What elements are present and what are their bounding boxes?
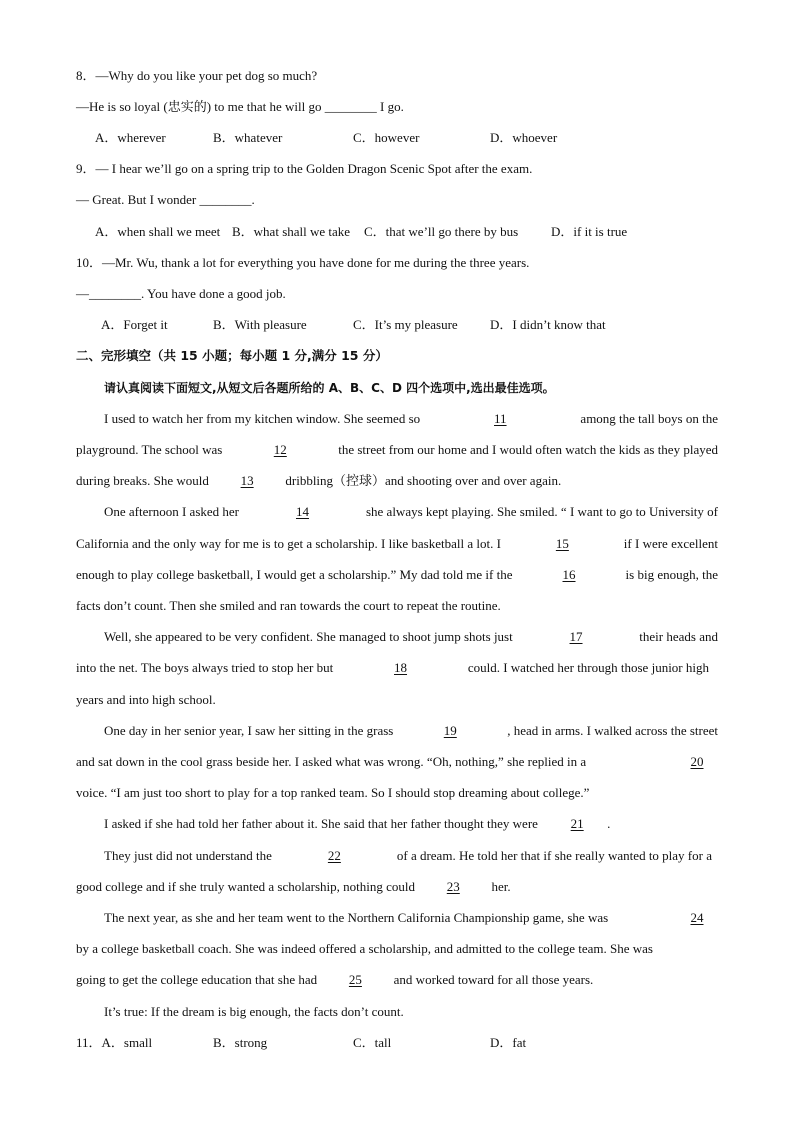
- passage-text: , head in arms. I walked across the street: [507, 723, 718, 738]
- passage-line: [76, 536, 718, 552]
- q11-option-d: D．fat: [490, 1035, 527, 1050]
- section-instruction: 请认真阅读下面短文,从短文后各题所给的 A、B、C、D 四个选项中,选出最佳选项。: [104, 381, 555, 395]
- passage-text: their heads and: [639, 629, 718, 644]
- q10-answer-line: —________. You have done a good job.: [76, 286, 286, 301]
- blank-12: 12: [273, 442, 287, 457]
- q11-option-a: 11．A．small: [76, 1035, 153, 1050]
- q8-option-d: D．whoever: [490, 130, 558, 145]
- blank-17: 17: [569, 629, 583, 644]
- passage-line: [76, 754, 718, 770]
- q10-option-d: D．I didn’t know that: [490, 317, 606, 332]
- q9-option-d: D．if it is true: [551, 224, 628, 239]
- passage-text: by a college basketball coach. She was indeed offered a scholarship, and admitted to the college team. She was: [76, 941, 653, 956]
- passage-text: .: [607, 816, 611, 831]
- passage-text: I used to watch her from my kitchen window. She seemed so: [104, 411, 421, 426]
- blank-25: 25: [348, 972, 362, 987]
- passage-line: [76, 879, 511, 895]
- passage-text: and worked toward for all those years.: [393, 972, 594, 987]
- blank-18: 18: [394, 660, 408, 675]
- q9-option-a: A．when shall we meet: [95, 224, 221, 239]
- blank-21: 21: [570, 816, 584, 831]
- blank-20: 20: [690, 754, 704, 769]
- passage-line: [104, 816, 610, 832]
- passage-text: could. I watched her through those junior high: [467, 660, 709, 675]
- section-heading: 二、完形填空（共 15 小题；每小题 1 分,满分 15 分）: [76, 348, 388, 363]
- blank-19: 19: [443, 723, 457, 738]
- passage-text: California and the only way for me is to get a scholarship. I like basketball a lot. I: [76, 536, 501, 551]
- passage-text: They just did not understand the: [104, 848, 272, 863]
- passage-text: I asked if she had told her father about it. She said that her father thought they were: [104, 816, 538, 831]
- blank-14: 14: [295, 504, 309, 519]
- passage-text: of a dream. He told her that if she really wanted to play for a: [396, 848, 712, 863]
- q8-option-c: C．however: [353, 130, 420, 145]
- passage-text: her.: [491, 879, 511, 894]
- passage-text: she always kept playing. She smiled. “ I want to go to University of: [365, 504, 718, 519]
- passage-line: [104, 629, 718, 645]
- passage-text: It’s true: If the dream is big enough, the facts don’t count.: [104, 1004, 404, 1019]
- q10-question: 10．—Mr. Wu, thank a lot for everything you have done for me during the three years.: [76, 255, 530, 270]
- blank-23: 23: [446, 879, 460, 894]
- passage-text: if I were excellent: [623, 536, 718, 551]
- passage-text: during breaks. She would: [76, 473, 209, 488]
- blank-24: 24: [690, 910, 704, 925]
- passage-text: One afternoon I asked her: [104, 504, 239, 519]
- q8-option-a: A．wherever: [95, 130, 166, 145]
- passage-text: Well, she appeared to be very confident. She managed to shoot jump shots just: [104, 629, 513, 644]
- passage-text: into the net. The boys always tried to stop her but: [76, 660, 334, 675]
- q11-option-c: C．tall: [353, 1035, 392, 1050]
- passage-line: [76, 972, 593, 988]
- passage-text: voice. “I am just too short to play for a top ranked team. So I should stop dreaming about college.”: [76, 785, 590, 800]
- q8-question: 8．—Why do you like your pet dog so much?: [76, 68, 318, 83]
- passage-text: among the tall boys on the: [580, 411, 718, 426]
- passage-text: playground. The school was: [76, 442, 223, 457]
- passage-text: The next year, as she and her team went to the Northern California Championship game, she was: [104, 910, 609, 925]
- passage-text: One day in her senior year, I saw her sitting in the grass: [104, 723, 394, 738]
- passage-line: [76, 567, 718, 583]
- q11-option-b: B．strong: [213, 1035, 268, 1050]
- blank-11: 11: [494, 411, 507, 426]
- q8-option-b: B．whatever: [213, 130, 283, 145]
- q9-option-b: B．what shall we take: [232, 224, 351, 239]
- passage-line: [76, 473, 561, 489]
- passage-line: [104, 848, 712, 864]
- blank-22: 22: [327, 848, 341, 863]
- passage-text: is big enough, the: [625, 567, 718, 582]
- passage-line: [104, 411, 718, 427]
- passage-text: enough to play college basketball, I would get a scholarship.” My dad told me if the: [76, 567, 513, 582]
- passage-text: facts don’t count. Then she smiled and ran towards the court to repeat the routine.: [76, 598, 501, 613]
- blank-15: 15: [555, 536, 569, 551]
- q9-question: 9．— I hear we’ll go on a spring trip to the Golden Dragon Scenic Spot after the exam.: [76, 161, 533, 176]
- passage-line: [104, 723, 718, 739]
- passage-line: [104, 910, 718, 926]
- passage-text: years and into high school.: [76, 692, 216, 707]
- q9-answer-line: — Great. But I wonder ________.: [76, 192, 255, 207]
- passage-text: and sat down in the cool grass beside her. I asked what was wrong. “Oh, nothing,” she replied in a: [76, 754, 587, 769]
- passage-text: going to get the college education that she had: [76, 972, 318, 987]
- q10-option-b: B．With pleasure: [213, 317, 307, 332]
- q10-option-a: A．Forget it: [101, 317, 168, 332]
- passage-line: [104, 504, 718, 520]
- passage-text: good college and if she truly wanted a scholarship, nothing could: [76, 879, 416, 894]
- passage-text: the street from our home and I would often watch the kids as they played: [338, 442, 718, 457]
- passage-line: [76, 442, 718, 458]
- q9-option-c: C．that we’ll go there by bus: [364, 224, 519, 239]
- q10-option-c: C．It’s my pleasure: [353, 317, 458, 332]
- blank-13: 13: [240, 473, 254, 488]
- q8-answer-line: —He is so loyal (忠实的) to me that he will go ________ I go.: [76, 99, 404, 114]
- passage-text: dribbling（控球）and shooting over and over again.: [285, 473, 562, 488]
- passage-line: [76, 660, 709, 676]
- blank-16: 16: [562, 567, 576, 582]
